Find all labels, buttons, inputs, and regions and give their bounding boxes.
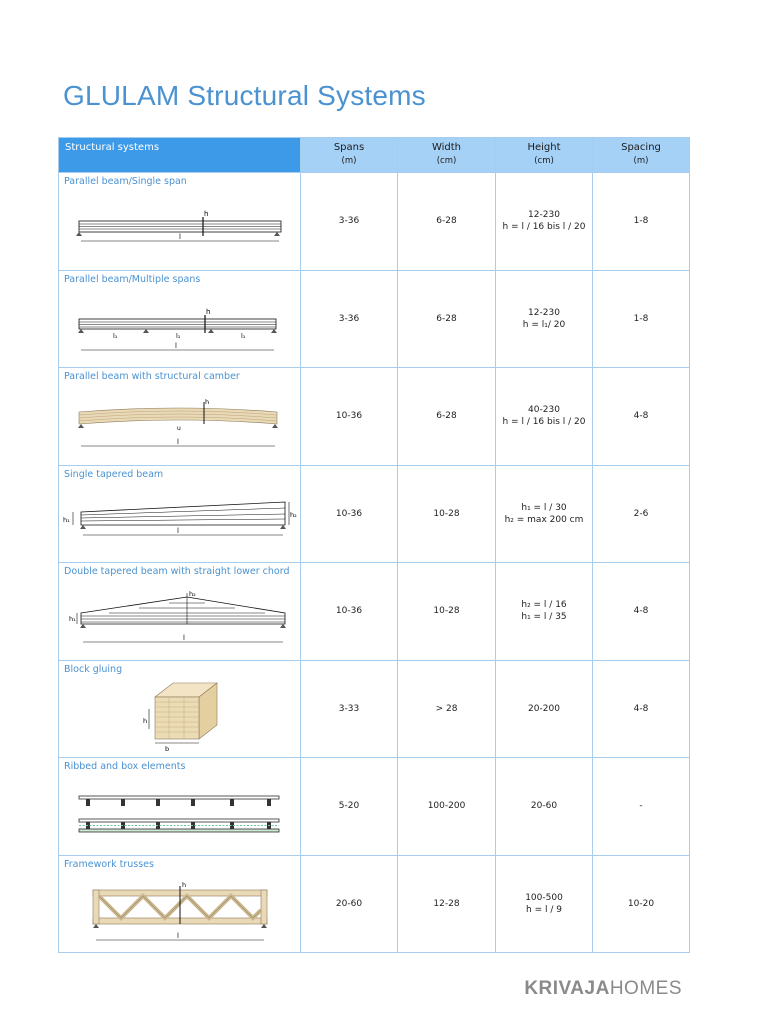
system-name: Framework trusses [64,858,154,870]
cambered-beam-diagram [59,368,301,464]
height-cell: 40-230 h = l / 16 bis l / 20 [496,368,593,466]
spacing-cell: - [593,758,690,856]
diagram-label: l [177,438,179,446]
block-gluing-diagram [59,661,301,757]
spacing-cell: 2-6 [593,465,690,563]
system-name: Single tapered beam [64,468,164,480]
table-row [59,368,690,466]
spans-cell: 3-36 [301,173,398,271]
height-cell: h₁ = l / 30 h₂ = max 200 cm [496,465,593,563]
column-header-height: Height (cm) [496,138,593,173]
system-name: Block gluing [64,663,123,675]
column-header-system: Structural systems [59,138,301,173]
width-cell: 10-28 [398,563,496,661]
spans-cell: 5-20 [301,758,398,856]
system-cell [59,563,301,661]
table-row [59,855,690,953]
diagram-label: b [165,744,170,753]
system-cell [59,368,301,466]
diagram-label: h [204,210,209,218]
diagram-label: h₁ [69,615,76,623]
single-span-beam-diagram [59,173,301,269]
diagram-label: l [175,341,177,350]
height-cell: 12-230 h = l / 16 bis l / 20 [496,173,593,271]
system-name: Double tapered beam with straight lower chord [64,566,290,577]
diagram-label: h [206,307,211,316]
spans-cell: 3-36 [301,270,398,368]
diagram-label: l₁ [241,331,246,340]
spacing-cell: 4-8 [593,563,690,661]
spans-cell: 10-36 [301,465,398,563]
diagram-label: h₁ [63,515,70,524]
single-tapered-beam-diagram [59,466,301,562]
framework-truss-diagram [59,856,301,952]
width-cell: 6-28 [398,173,496,271]
width-cell: > 28 [398,660,496,758]
width-cell: 6-28 [398,368,496,466]
spans-cell: 3-33 [301,660,398,758]
spacing-cell: 10-20 [593,855,690,953]
table-row [59,660,690,758]
table-row [59,173,690,271]
brand-name-light: HOMES [609,978,682,999]
system-cell [59,173,301,271]
spans-cell: 10-36 [301,368,398,466]
diagram-label: l [183,634,185,642]
system-cell [59,660,301,758]
system-cell [59,270,301,368]
diagram-label: h [182,880,187,889]
column-header-spans: Spans (m) [301,138,398,173]
diagram-label: h [143,716,148,725]
spacing-cell: 1-8 [593,173,690,271]
spans-cell: 10-36 [301,563,398,661]
system-cell [59,855,301,953]
brand-logo [524,978,682,1000]
header-row [59,138,690,173]
system-name: Parallel beam with structural camber [64,371,240,382]
diagram-label: h [205,398,210,406]
diagram-label: l [177,931,179,940]
diagram-label: u [177,425,181,432]
height-cell: 100-500 h = l / 9 [496,855,593,953]
width-cell: 100-200 [398,758,496,856]
table-row [59,563,690,661]
diagram-label: h₂ [189,590,196,598]
height-cell: h₂ = l / 16 h₁ = l / 35 [496,563,593,661]
width-cell: 10-28 [398,465,496,563]
diagram-label: l₁ [176,331,181,340]
system-name: Parallel beam/Single span [64,176,187,187]
spacing-cell: 1-8 [593,270,690,368]
diagram-label: l₁ [113,331,118,340]
page-title: GLULAM Structural Systems [63,80,426,111]
table-row [59,465,690,563]
table-row [59,270,690,368]
diagram-label: l [177,526,179,535]
height-cell: 20-200 [496,660,593,758]
system-name: Ribbed and box elements [64,761,186,772]
double-tapered-beam-diagram [59,563,301,659]
height-cell: 12-230 h = l₁/ 20 [496,270,593,368]
width-cell: 6-28 [398,270,496,368]
system-name: Parallel beam/Multiple spans [64,273,201,285]
ribbed-box-elements-diagram [59,758,301,854]
spacing-cell: 4-8 [593,368,690,466]
column-header-spacing: Spacing (m) [593,138,690,173]
width-cell: 12-28 [398,855,496,953]
diagram-label: l [179,233,181,241]
brand-name-bold: KRIVAJA [524,978,610,999]
multiple-span-beam-diagram [59,271,301,367]
diagram-label: h₂ [290,510,297,519]
spacing-cell: 4-8 [593,660,690,758]
system-cell [59,465,301,563]
system-cell [59,758,301,856]
spans-cell: 20-60 [301,855,398,953]
height-cell: 20-60 [496,758,593,856]
structural-systems-table [58,137,690,953]
table-row [59,758,690,856]
column-header-width: Width (cm) [398,138,496,173]
